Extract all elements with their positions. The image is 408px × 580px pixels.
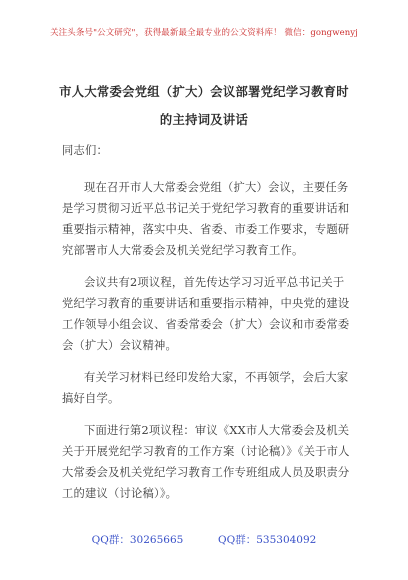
- greeting: 同志们：: [62, 144, 108, 157]
- document-title: 市人大常委会党组（扩大）会议部署党纪学习教育时的主持词及讲话: [59, 84, 349, 127]
- footer-banner: [0, 532, 408, 547]
- header-banner: [0, 26, 408, 38]
- paragraph-1: 现在召开市人大常委会党组（扩大）会议，主要任务是学习贯彻习近平总书记关于党纪学习教育的重要讲话和重要指示精神，落实中央、省委、市委工作要求，专题研究部署市人大常委会及机关党纪学习教育工作。: [62, 181, 350, 257]
- footer-qq-group-1: QQ群：30265665: [91, 534, 184, 546]
- paragraph-3: 有关学习材料已经印发给大家，不再领学，会后大家搞好自学。: [62, 371, 349, 405]
- header-banner-text: 关注头条号"公文研究"，获得最新最全最专业的公文资料库！: [50, 28, 282, 38]
- paragraph-2: 会议共有2项议程，首先传达学习习近平总书记关于党纪学习教育的重要讲话和重要指示精神，中央党的建设工作领导小组会议、省委常委会（扩大）会议和市委常委会（扩大）会议精神。: [62, 276, 350, 352]
- paragraph-4: 下面进行第2项议程：审议《XX市人大常委会及机关关于开展党纪学习教育的工作方案（讨论稿）》《关于市人大常委会及机关党纪学习教育工作专班组成人员及职责分工的建议（讨论稿）》。: [62, 424, 350, 500]
- footer-qq-group-2: QQ群：535304092: [218, 534, 317, 546]
- header-banner-wechat: 微信：gongwenyj: [284, 28, 358, 38]
